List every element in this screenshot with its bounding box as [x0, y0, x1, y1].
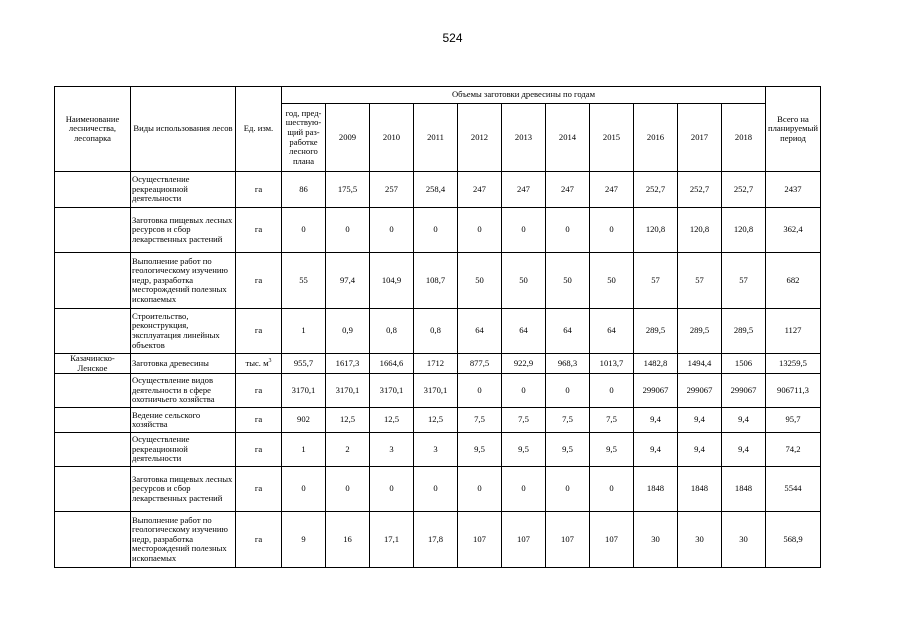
header-year: 2015 [590, 104, 634, 172]
usage-cell: Выполнение работ по геологическому изучению недр, разработка месторождений полезных ископаемых [131, 253, 236, 309]
table-row [55, 172, 821, 208]
value-cell: 17,8 [414, 512, 458, 568]
usage-cell: Осуществление видов деятельности в сфере охотничьего хозяйства [131, 374, 236, 408]
unit-text: га [254, 183, 263, 194]
header-unit: Ед. изм. [236, 87, 282, 172]
value-cell: 0,8 [370, 309, 414, 354]
header-year: 2016 [634, 104, 678, 172]
forestry-cell [55, 467, 131, 512]
value-cell: 902 [282, 408, 326, 433]
value-cell: 568,9 [766, 512, 821, 568]
value-cell: 9,4 [634, 408, 678, 433]
value-cell: 64 [590, 309, 634, 354]
value-cell: 3170,1 [370, 374, 414, 408]
value-cell: 1494,4 [678, 354, 722, 374]
value-cell: 299067 [678, 374, 722, 408]
value-cell: 5544 [766, 467, 821, 512]
value-cell: 682 [766, 253, 821, 309]
value-cell: 9,5 [590, 433, 634, 467]
forestry-cell [55, 433, 131, 467]
unit-text: тыс. м [245, 357, 269, 368]
value-cell: 3 [370, 433, 414, 467]
page-number: 524 [442, 31, 463, 45]
value-cell: 55 [282, 253, 326, 309]
value-cell: 299067 [634, 374, 678, 408]
usage-cell: Осуществление рекреационной деятельности [131, 433, 236, 467]
value-cell: 1664,6 [370, 354, 414, 374]
value-cell: 7,5 [546, 408, 590, 433]
value-cell: 64 [546, 309, 590, 354]
value-cell: 2 [326, 433, 370, 467]
header-total: Всего на планируемый период [766, 87, 821, 172]
value-cell: 0 [502, 374, 546, 408]
unit-cell [236, 208, 282, 253]
value-cell: 9 [282, 512, 326, 568]
header-year: 2018 [722, 104, 766, 172]
value-cell: 9,4 [678, 433, 722, 467]
value-cell: 1712 [414, 354, 458, 374]
value-cell: 0 [414, 208, 458, 253]
value-cell: 16 [326, 512, 370, 568]
value-cell: 1506 [722, 354, 766, 374]
value-cell: 120,8 [722, 208, 766, 253]
header-volume-group: Объемы заготовки древесины по годам [282, 87, 766, 104]
value-cell: 1013,7 [590, 354, 634, 374]
unit-text: га [254, 325, 263, 336]
value-cell: 0 [370, 467, 414, 512]
value-cell: 0 [502, 208, 546, 253]
forestry-cell [55, 309, 131, 354]
value-cell: 1848 [634, 467, 678, 512]
value-cell: 0 [546, 374, 590, 408]
header-year: 2009 [326, 104, 370, 172]
value-cell: 252,7 [722, 172, 766, 208]
value-cell: 120,8 [634, 208, 678, 253]
value-cell: 107 [590, 512, 634, 568]
unit-cell [236, 354, 282, 374]
value-cell: 7,5 [502, 408, 546, 433]
table-row [55, 309, 821, 354]
table-body [55, 172, 821, 568]
value-cell: 3170,1 [326, 374, 370, 408]
value-cell: 0 [546, 208, 590, 253]
unit-text: га [254, 414, 263, 425]
unit-text: га [254, 443, 263, 454]
value-cell: 74,2 [766, 433, 821, 467]
value-cell: 0 [590, 467, 634, 512]
table-row [55, 433, 821, 467]
unit-superscript: 3 [268, 357, 272, 364]
usage-cell: Заготовка пищевых лесных ресурсов и сбор лекарственных растений [131, 208, 236, 253]
value-cell: 7,5 [590, 408, 634, 433]
value-cell: 64 [458, 309, 502, 354]
value-cell: 247 [458, 172, 502, 208]
table-row [55, 253, 821, 309]
forestry-cell [55, 172, 131, 208]
value-cell: 3170,1 [414, 374, 458, 408]
value-cell: 12,5 [414, 408, 458, 433]
value-cell: 955,7 [282, 354, 326, 374]
value-cell: 906711,3 [766, 374, 821, 408]
harvest-volume-table [54, 86, 821, 568]
unit-cell [236, 408, 282, 433]
header-year: 2017 [678, 104, 722, 172]
unit-text: га [254, 384, 263, 395]
header-year: 2012 [458, 104, 502, 172]
unit-cell [236, 512, 282, 568]
value-cell: 247 [546, 172, 590, 208]
value-cell: 30 [722, 512, 766, 568]
forestry-cell: Казачинско-Ленское [55, 354, 131, 374]
forestry-cell [55, 208, 131, 253]
value-cell: 0,8 [414, 309, 458, 354]
value-cell: 13259,5 [766, 354, 821, 374]
unit-text: га [254, 274, 263, 285]
value-cell: 50 [546, 253, 590, 309]
value-cell: 362,4 [766, 208, 821, 253]
value-cell: 50 [458, 253, 502, 309]
unit-text: га [254, 224, 263, 235]
value-cell: 95,7 [766, 408, 821, 433]
value-cell: 12,5 [370, 408, 414, 433]
value-cell: 9,4 [678, 408, 722, 433]
value-cell: 1127 [766, 309, 821, 354]
value-cell: 0 [458, 208, 502, 253]
value-cell: 50 [590, 253, 634, 309]
value-cell: 1 [282, 309, 326, 354]
header-prev-year: год, пред-шествую-щий раз-работке лесного плана [282, 104, 326, 172]
value-cell: 289,5 [634, 309, 678, 354]
forestry-cell [55, 408, 131, 433]
unit-text: га [254, 483, 263, 494]
header-year: 2011 [414, 104, 458, 172]
value-cell: 0 [590, 208, 634, 253]
value-cell: 0 [370, 208, 414, 253]
unit-cell [236, 374, 282, 408]
value-cell: 252,7 [678, 172, 722, 208]
value-cell: 7,5 [458, 408, 502, 433]
value-cell: 9,5 [458, 433, 502, 467]
value-cell: 64 [502, 309, 546, 354]
value-cell: 0 [282, 467, 326, 512]
value-cell: 9,4 [634, 433, 678, 467]
header-usage: Виды использования лесов [131, 87, 236, 172]
value-cell: 107 [546, 512, 590, 568]
forestry-cell [55, 253, 131, 309]
value-cell: 12,5 [326, 408, 370, 433]
value-cell: 30 [634, 512, 678, 568]
header-year: 2014 [546, 104, 590, 172]
usage-cell: Осуществление рекреационной деятельности [131, 172, 236, 208]
value-cell: 1 [282, 433, 326, 467]
table-row [55, 512, 821, 568]
unit-cell [236, 309, 282, 354]
forestry-cell [55, 512, 131, 568]
header-year: 2013 [502, 104, 546, 172]
table-row [55, 408, 821, 433]
table-row [55, 467, 821, 512]
value-cell: 175,5 [326, 172, 370, 208]
unit-cell [236, 467, 282, 512]
value-cell: 107 [458, 512, 502, 568]
value-cell: 30 [678, 512, 722, 568]
usage-cell: Заготовка пищевых лесных ресурсов и сбор лекарственных растений [131, 467, 236, 512]
value-cell: 0 [282, 208, 326, 253]
usage-cell: Выполнение работ по геологическому изучению недр, разработка месторождений полезных ископаемых [131, 512, 236, 568]
table-row [55, 354, 821, 374]
value-cell: 0,9 [326, 309, 370, 354]
value-cell: 0 [458, 374, 502, 408]
value-cell: 3170,1 [282, 374, 326, 408]
value-cell: 57 [678, 253, 722, 309]
value-cell: 0 [458, 467, 502, 512]
value-cell: 252,7 [634, 172, 678, 208]
value-cell: 1482,8 [634, 354, 678, 374]
value-cell: 299067 [722, 374, 766, 408]
usage-cell: Строительство, реконструкция, эксплуатация линейных объектов [131, 309, 236, 354]
value-cell: 247 [590, 172, 634, 208]
value-cell: 0 [546, 467, 590, 512]
value-cell: 1848 [722, 467, 766, 512]
unit-cell [236, 253, 282, 309]
value-cell: 922,9 [502, 354, 546, 374]
value-cell: 104,9 [370, 253, 414, 309]
value-cell: 97,4 [326, 253, 370, 309]
unit-text: га [254, 533, 263, 544]
value-cell: 257 [370, 172, 414, 208]
value-cell: 107 [502, 512, 546, 568]
value-cell: 1848 [678, 467, 722, 512]
value-cell: 289,5 [722, 309, 766, 354]
table-row [55, 208, 821, 253]
header-forestry: Наименование лесничества, лесопарка [55, 87, 131, 172]
value-cell: 3 [414, 433, 458, 467]
unit-cell [236, 172, 282, 208]
value-cell: 0 [326, 467, 370, 512]
forestry-cell [55, 374, 131, 408]
value-cell: 247 [502, 172, 546, 208]
value-cell: 968,3 [546, 354, 590, 374]
value-cell: 0 [414, 467, 458, 512]
value-cell: 0 [502, 467, 546, 512]
value-cell: 9,5 [546, 433, 590, 467]
value-cell: 2437 [766, 172, 821, 208]
value-cell: 17,1 [370, 512, 414, 568]
header-year: 2010 [370, 104, 414, 172]
table-row [55, 374, 821, 408]
value-cell: 120,8 [678, 208, 722, 253]
value-cell: 86 [282, 172, 326, 208]
value-cell: 57 [722, 253, 766, 309]
value-cell: 9,4 [722, 433, 766, 467]
value-cell: 108,7 [414, 253, 458, 309]
value-cell: 9,5 [502, 433, 546, 467]
value-cell: 0 [326, 208, 370, 253]
value-cell: 0 [590, 374, 634, 408]
value-cell: 1617,3 [326, 354, 370, 374]
value-cell: 289,5 [678, 309, 722, 354]
value-cell: 877,5 [458, 354, 502, 374]
value-cell: 57 [634, 253, 678, 309]
usage-cell: Ведение сельского хозяйства [131, 408, 236, 433]
value-cell: 50 [502, 253, 546, 309]
usage-cell: Заготовка древесины [131, 354, 236, 374]
value-cell: 9,4 [722, 408, 766, 433]
value-cell: 258,4 [414, 172, 458, 208]
unit-cell [236, 433, 282, 467]
